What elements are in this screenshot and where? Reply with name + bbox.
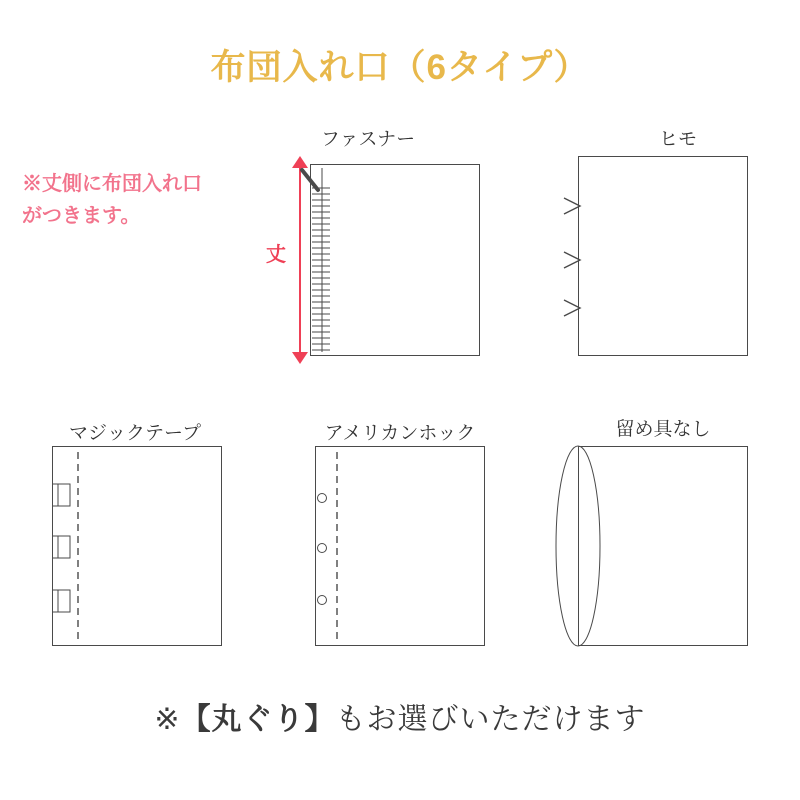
note-line-2: がつきます。 (22, 205, 141, 227)
footer-text (0, 694, 800, 738)
item-box-zipper (310, 164, 480, 356)
item-box-snap (315, 446, 485, 646)
item-label-zipper: ファスナー (320, 129, 416, 150)
item-label-string: ヒモ (658, 129, 697, 150)
footer-suffix: もお選びいただけます (335, 703, 646, 736)
note-line-1: ※丈側に布団入れ口 (22, 173, 202, 195)
page-title: 布団入れ口（6タイプ） (210, 48, 590, 87)
item-label-snap: アメリカンホック (324, 423, 476, 444)
item-box-string (578, 156, 748, 356)
measure-label: 丈 (266, 244, 286, 266)
measure-line (299, 166, 301, 354)
footer-bracket: 【丸ぐり】 (180, 703, 336, 736)
item-label-none: 留め具なし (615, 419, 711, 440)
measure-arrow-down (292, 352, 308, 364)
item-box-velcro (52, 446, 222, 646)
item-box-none (578, 446, 748, 646)
measure-arrow-up (292, 156, 308, 168)
item-label-velcro: マジックテープ (68, 423, 202, 444)
footer-prefix: ※ (154, 703, 181, 736)
note-text (22, 168, 277, 232)
